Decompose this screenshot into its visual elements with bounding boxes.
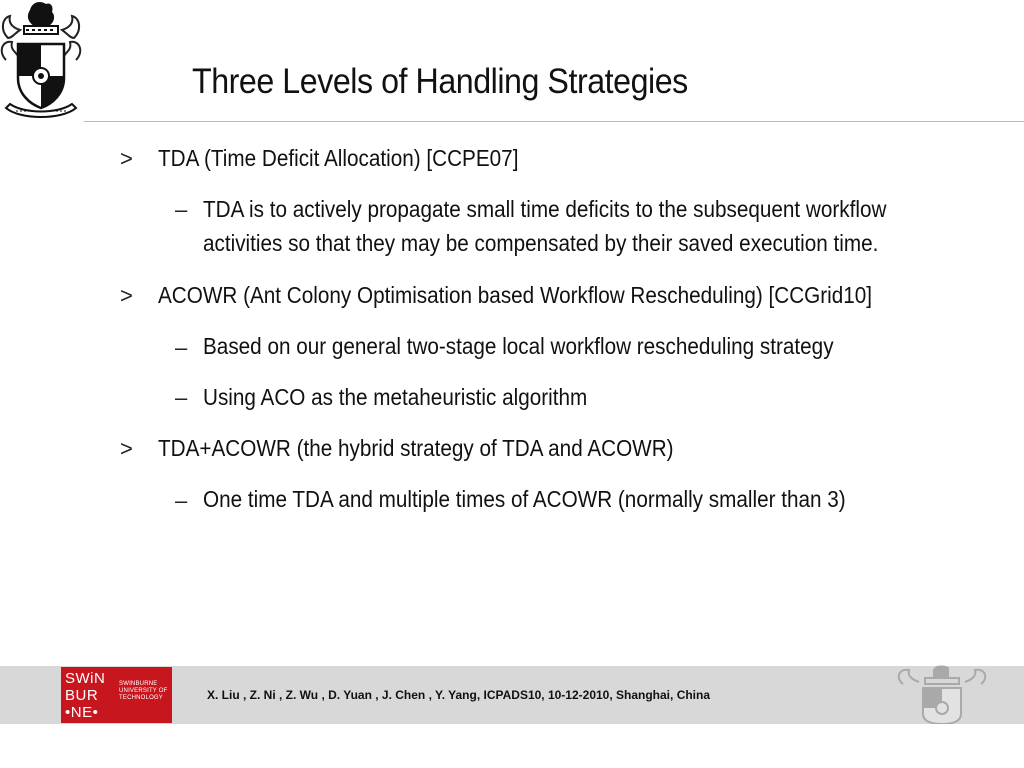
title-divider: [84, 121, 1024, 122]
slide-title: Three Levels of Handling Strategies: [192, 62, 688, 101]
dash-marker: –: [175, 385, 188, 410]
sub-bullet-text-aco: Using ACO as the metaheuristic algorithm: [203, 384, 588, 410]
footer-citation: X. Liu , Z. Ni , Z. Wu , D. Yuan , J. Chen , Y. Yang, ICPADS10, 10-12-2010, Shanghai, China: [207, 688, 711, 702]
swinburne-logo: [61, 667, 172, 723]
university-crest-icon: [893, 664, 991, 724]
logo-name-line: SWINBURNE: [119, 681, 158, 687]
dash-marker: –: [175, 335, 188, 360]
bullet-text-acowr: ACOWR (Ant Colony Optimisation based Workflow Rescheduling) [CCGrid10]: [158, 282, 873, 308]
logo-name-line: UNIVERSITY OF: [119, 688, 168, 694]
logo-name-line: TECHNOLOGY: [119, 695, 164, 701]
bullet-text-hybrid: TDA+ACOWR (the hybrid strategy of TDA and ACOWR): [158, 435, 674, 461]
logo-university-name: [119, 681, 168, 702]
bullet-marker: >: [120, 283, 133, 308]
sub-bullet-text-two-stage: Based on our general two-stage local workflow rescheduling strategy: [203, 333, 834, 359]
dash-marker: –: [175, 197, 188, 222]
logo-wordmark: [65, 670, 117, 721]
sub-bullet-text-one-time: One time TDA and multiple times of ACOWR (normally smaller than 3): [203, 486, 846, 512]
dash-marker: –: [175, 488, 188, 513]
sub-bullet-text-tda-line1: TDA is to actively propagate small time deficits to the subsequent workflow: [203, 196, 887, 222]
sub-bullet-text-tda-line2: activities so that they may be compensated by their saved execution time.: [203, 230, 879, 256]
logo-wordmark-line: BUR: [65, 687, 99, 704]
bullet-marker: >: [120, 436, 133, 461]
logo-wordmark-line: SWiN: [65, 670, 106, 687]
bullet-text-tda: TDA (Time Deficit Allocation) [CCPE07]: [158, 145, 519, 171]
logo-wordmark-line: •NE•: [65, 704, 99, 721]
bullet-marker: >: [120, 146, 133, 171]
university-crest-icon: [0, 0, 82, 122]
